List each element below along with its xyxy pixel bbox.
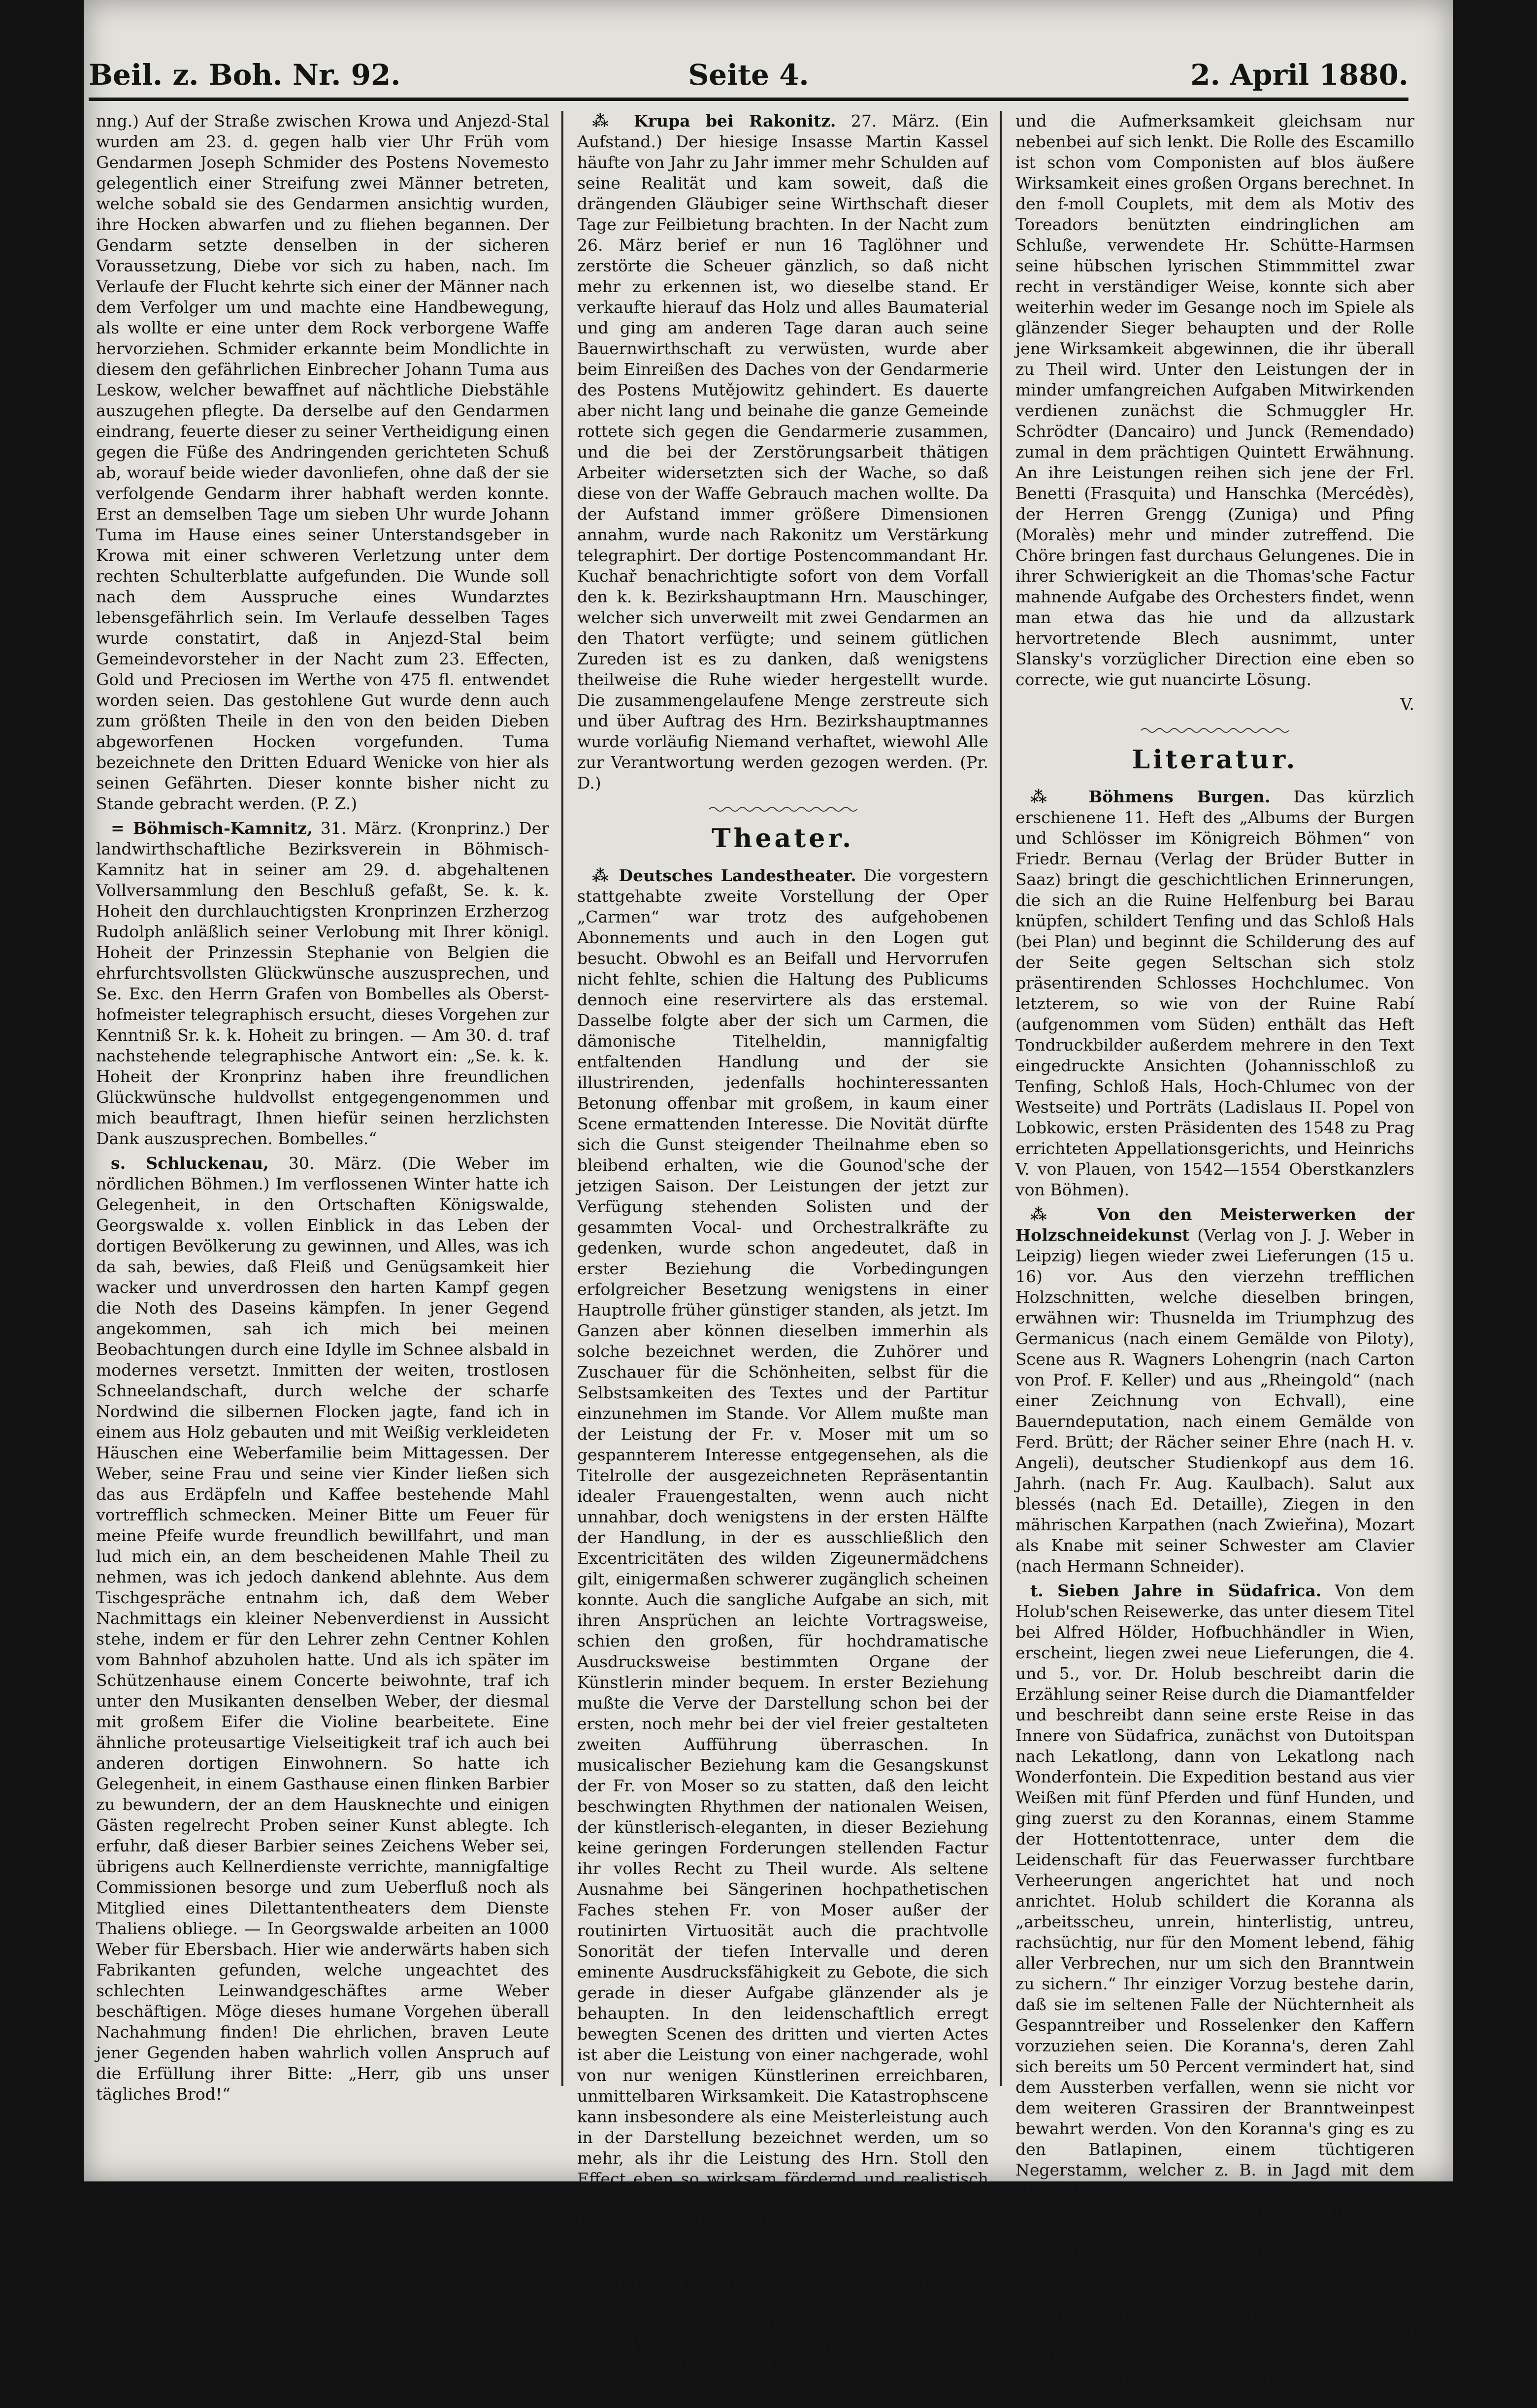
asterism-mark: ⁂ [1030,1205,1097,1224]
article-burgen-text: Das kürzlich erschienene 11. Heft des „Albums der Burgen und Schlösser im Königreich Böhmen“ von Friedr. Bernau (Verlag der Brüder Butter in Saaz) bringt die geschichtlichen Erinnerungen, die sich an die Ruine Helfenburg bei Barau knüpfen, schildert Tenfing und das Schloß Hals (bei Plan) und beginnt die Schilderung des auf der Seite gegen Seltschan sich stolz präsentirenden Schlosses Hochchlumec. Von letzterem, so wie von der Ruine Rabí (aufgenommen vom Süden) enthält das Heft Tondruckbilder außerdem mehrere in den Text eingedruckte Ansichten (Johannisschloß zu Tenfing, Schloß Hals, Hoch-Chlumec von der Westseite) und Porträts (Ladislaus II. Popel von Lobkowic, ersten Präsidenten des 1548 zu Prag errichteten Appellationsgerichts, und Heinrichs V. von Plauen, von 1542—1554 Oberstkanzlers von Böhmen). [1015,787,1414,1199]
header-date: 2. April 1880. [1190,58,1408,92]
dateline-krupa: Krupa bei Rakonitz. [634,111,836,131]
article-landestheater-text: Die vorgestern stattgehabte zweite Vorstellung der Oper „Carmen“ war trotz des aufgehobenen Abonnements und auch in den Logen gut besucht. Obwohl es an Beifall und Hervorrufen nicht fehlte, schien die Haltung des Publicums dennoch eine reservirtere als das erstemal. Dasselbe folgte aber der sich um Carmen, die dämonische Titelheldin, mannigfaltig entfaltenden Handlung und der sie illustrirenden, jedenfalls hochinteressanten Betonung offenbar mit großem, in kaum einer Scene ermattenden Interesse. Die Novität dürfte sich die Gunst steigender Theilnahme eben so bleibend erhalten, wie die Gounod'sche der jetzigen Saison. Der Leistungen der jetzt zur Verfügung stehenden Solisten und der gesammten Vocal- und Orchestralkräfte zu gedenken, wurde schon angedeutet, daß in erster Beziehung die Vorbedingungen erfolgreicher Besetzung wenigstens in einer Hauptrolle früher günstiger standen, als jetzt. Im Ganzen aber können dieselben immerhin als solche bezeichnet werden, die Zuhörer und Zuschauer für die Schönheiten, selbst für die Selbstsamkeiten des Textes und der Partitur einzunehmen im Stande. Vor Allem mußte man der Leistung der Fr. v. Moser mit um so gespannterem Interesse entgegensehen, als die Titelrolle der ausgezeichneten Repräsentantin idealer Frauengestalten, wenn auch nicht unnahbar, doch wenigstens in der ersten Hälfte der Handlung, in der es ausschließlich den Excentricitäten des wilden Zigeunermädchens gilt, einigermaßen schwerer zugänglich scheinen konnte. Auch die sangliche Aufgabe an sich, mit ihren Ansprüchen an leichte Vortragsweise, schien den großen, für hochdramatische Ausdrucksweise bestimmten Organe der Künstlerin minder bequem. In erster Beziehung mußte die Verve der Darstellung schon bei der ersten, noch mehr bei der viel freier gestalteten zweiten Aufführung überraschen. In musicalischer Beziehung kam die Gesangskunst der Fr. von Moser so zu statten, daß den leicht beschwingten Rhythmen der nationalen Weisen, der künstlerisch-eleganten, in dieser Beziehung keine geringen Forderungen stellenden Factur ihr volles Recht zu Theil wurde. Als seltene Ausnahme bei Sängerinen hochpathetischen Faches stehen Fr. von Moser außer der routinirten Virtuosität auch die prachtvolle Sonorität der tiefen Intervalle und deren eminente Ausdrucksfähigkeit zu Gebote, die sich gerade in dieser Aufgabe glänzender als je behaupten. In den leidenschaftlich erregt bewegten Scenen des dritten und vierten Actes ist aber die Leistung von einer nachgerade, wohl von nur wenigen Künstlerinen erreichbaren, unmittelbaren Wirksamkeit. Die Katastrophscene kann insbesondere als eine Meisterleistung auch in der Darstellung bezeichnet werden, um so mehr, als ihr die Leistung des Hrn. Stoll den Effect eben so wirksam fördernd und realistisch wahr zur Seite stellt. Nicht minder Günstiges läßt sich von Frl. Lehmann als Micaëla melden. Die Gestaltung des Charakters, der sangliche Theil stehen auf gewohnter Höhe dieser vorzüglichen Operistin. Für dieselbe spricht der ihr zu Theil gewordene Beifall um so mehr, als das Erscheinen des schlichten Landmädchens als gutes Princips, in seinen Hauptscenen ganz und gar unvermittelt erfolgt [577,866,988,2375]
section-divider [709,804,857,814]
dateline-kamnitz: Böhmisch-Kamnitz, [132,819,313,838]
article-schluckenau-text: 30. März. (Die Weber im nördlichen Böhmen.) Im verflossenen Winter hatte ich Gelegenheit, in den Ortschaften Königswalde, Georgswalde x. vollen Einblick in das Leben der dortigen Bevölkerung zu gewinnen, und Alles, was ich da sah, bewies, daß Fleiß und Genügsamkeit hier wacker und unverdrossen den harten Kampf gegen die Noth des Daseins kämpfen. In jener Gegend angekommen, sah ich mich bei meinen Beobachtungen durch eine Idylle im Schnee alsbald in modernes versetzt. Inmitten der weiten, trostlosen Schneelandschaft, durch welche der scharfe Nordwind die silbernen Flocken jagte, fand ich in einem aus Holz gebauten und mit Weißig verkleideten Häuschen eine Weberfamilie beim Mittagessen. Der Weber, seine Frau und seine vier Kinder ließen sich das aus Erdäpfeln und Kaffee bestehende Mahl vortrefflich schmecken. Meiner Bitte um Feuer für meine Pfeife wurde freundlich bewillfahrt, und man lud mich ein, an dem bescheidenen Mahle Theil zu nehmen, was ich jedoch dankend ablehnte. Aus dem Tischgespräche entnahm ich, daß dem Weber Nachmittags ein kleiner Nebenverdienst in Aussicht stehe, indem er für den Lehrer zehn Centner Kohlen vom Bahnhof abzuholen hatte. Und als ich später im Schützenhause einem Concerte beiwohnte, traf ich unter den Musikanten denselben Weber, der diesmal mit großem Eifer die Violine bearbeitete. Eine ähnliche proteusartige Vielseitigkeit traf ich auch bei anderen dortigen Einwohnern. So hatte ich Gelegenheit, in einem Gasthause einen flinken Barbier zu bewundern, der an dem Hausknechte und einigen Gästen regelrecht Proben seiner Kunst ablegte. Ich erfuhr, daß dieser Barbier seines Zeichens Weber sei, übrigens auch Kellnerdienste verrichte, mannigfaltige Commissionen besorge und zum Ueberfluß noch als Mitglied eines Dilettantentheaters dem Dienste Thaliens obliege. — In Georgswalde arbeiten an 1000 Weber für Ebersbach. Hier wie anderwärts haben sich Fabrikanten gefunden, welche ungeachtet des schlechten Leinwandgeschäftes arme Weber beschäftigen. Möge dieses humane Vorgehen überall Nachahmung finden! Die ehrlichen, braven Leute jener Gegenden haben wahrlich vollen Anspruch auf die Erfüllung ihrer Bitte: „Herr, gib uns unser tägliches Brod!“ [96,1154,549,2104]
article-landestheater [577,865,988,2375]
article-kamnitz-text: 31. März. (Kronprinz.) Der landwirthschaftliche Bezirksverein in Böhmisch-Kamnitz hat in seiner am 29. d. abgehaltenen Vollversammlung den Beschluß gefaßt, Se. k. k. Hoheit den durchlauchtigsten Kronprinzen Erzherzog Rudolph anläßlich seiner Verlobung mit Ihrer königl. Hoheit der Prinzessin Stephanie von Belgien die ehrfurchtsvollsten Glückwünsche auszusprechen, und Se. Exc. den Herrn Grafen von Bombelles als Oberst-hofmeister telegraphisch ersucht, dieses Vorgehen zur Kenntniß Sr. k. k. Hoheit zu bringen. — Am 30. d. traf nachstehende telegraphische Antwort ein: „Se. k. k. Hoheit der Kronprinz haben ihre freundlichen Glückwünsche huldvollst entgegengenommen und mich beauftragt, Ihnen hiefür seinen herzlichsten Dank auszusprechen. Bombelles.“ [96,819,549,1148]
column-right [1015,111,1414,2407]
article-theater-continued: und die Aufmerksamkeit gleichsam nur nebenbei auf sich lenkt. Die Rolle des Escamillo ist schon vom Componisten auf blos äußere Wirksamkeit eines großen Organs berechnet. In den f-moll Couplets, mit dem als Motiv des Toreadors benützten eindringlichen am Schluße, verwendete Hr. Schütte-Harmsen seine hübschen lyrischen Stimmmittel zwar recht in verständiger Weise, konnte sich aber weiterhin weder im Gesange noch im Spiele als glänzender Sieger behaupten und der Rolle jene Wirksamkeit abgewinnen, die ihr überall zu Theil wird. Unter den Leistungen der in minder umfangreichen Aufgaben Mitwirkenden verdienen zunächst die Schmuggler Hr. Schrödter (Dancairo) und Junck (Remendado) zumal in dem prächtigen Quintett Erwähnung. An ihre Leistungen reihen sich jene der Frl. Benetti (Frasquita) und Hanschka (Mercédès), der Herren Grengg (Zuniga) und Pfing (Moralès) mehr und minder zutreffend. Die Chöre bringen fast durchaus Gelungenes. Die in ihrer Schwierigkeit an die Thomas'sche Factur mahnende Aufgabe des Orchesters findet, wenn man etwa das hie und da allzustark hervortretende Blech ausnimmt, unter Slansky's vorzüglicher Direction eine eben so correcte, wie gut nuancirte Lösung. [1015,111,1414,689]
article-krupa [577,111,988,793]
header-issue: Beil. z. Boh. Nr. 92. [89,58,401,92]
column-rule [561,111,563,2086]
dateline-suedafrica: t. Sieben Jahre in Südafrica. [1030,1581,1322,1600]
section-title-theater: Theater. [711,824,854,854]
article-schluckenau [96,1153,549,2105]
page-header [89,57,1408,94]
dateline-holzschneidekunst: Von den Meisterwerken der Holzschneidekunst [1015,1205,1414,1245]
asterism-mark: ⁂ [592,866,619,885]
section-title-literatur: Literatur. [1132,745,1298,775]
asterism-mark: ⁂ [1030,787,1089,806]
asterism-mark: ⁂ [592,111,634,131]
article-suedafrica-text: Von dem Holub'schen Reisewerke, das unter diesem Titel bei Alfred Hölder, Hofbuchhändler in Wien, erscheint, liegen zwei neue Lieferungen, die 4. und 5., vor. Dr. Holub beschreibt darin die Erzählung seiner Reise durch die Diamantfelder und beschreibt dann seine erste Reise in das Innere von Südafrica, zunächst von Dutoitspan nach Lekatlong, dann von Lekatlong nach Wonderfontein. Die Expedition bestand aus vier Weißen mit fünf Pferden und fünf Hunden, und ging zuerst zu den Korannas, einem Stamme der Hottentottenrace, unter dem die Leidenschaft für das Feuerwasser furchtbare Verheerungen angerichtet hat und noch anrichtet. Holub schildert die Koranna als „arbeitsscheu, unrein, hinterlistig, untreu, rachsüchtig, nur für den Moment lebend, fähig aller Verbrechen, nur um sich den Branntwein zu sichern.“ Ihr einziger Vorzug bestehe darin, daß sie im seltenen Falle der Nüchternheit als Gespanntreiber und Rosselenker den Kaffern vorzuziehen seien. Die Koranna's, deren Zahl sich bereits um 50 Percent vermindert hat, sind dem Aussterben verfallen, wenn sie nicht vor dem weiteren Grassiren der Branntweinpest bewahrt werden. Von den Koranna's ging es zu den Batlapinen, einem tüchtigeren Negerstamm, welcher z. B. in Jagd mit dem „Kiri“ d. h. einem in eine Kugel auslaufenden Stock, der nach dem Thiere geworfen wird, Ausgezeichnetes leistet. Mehre der Reiseabenteuer, die Holub hier bestand, seine Gefahr, im Schlamme des Vaal-River zu versinken u. s. w. sind aus seinen Vorträgen bekannt. Interessant sind die vielfach eingeflochtenen Skizzen aus dem Thier- und Jagdleben, welche die Jagd auf Paviane, Hyänen, Schlangen, Gazellen u. s. f. lebhaft schildern. [1015,1581,1414,2407]
article-burgen [1015,787,1414,1200]
column-middle [577,111,988,2375]
column-left [96,111,549,2104]
article-holzschneidekunst-text: (Verlag von J. J. Weber in Leipzig) liegen wieder zwei Lieferungen (15 u. 16) vor. Aus den vierzehn trefflichen Holzschnitten, welche dieselben bringen, erwähnen wir: Thusnelda im Triumphzug des Germanicus (nach einem Gemälde von Piloty), Scene aus R. Wagners Lohengrin (nach Carton von Prof. F. Keller) und aus „Rheingold“ (nach einer Zeichnung von Echvall), eine Bauerndeputation, nach einem Gemälde von Ferd. Brütt; der Rächer seiner Ehre (nach H. v. Angeli), deutscher Studienkopf aus dem 16. Jahrh. (nach Fr. Aug. Kaulbach). Salut aux blessés (nach Ed. Detaille), Ziegen in den mährischen Karpathen (nach Zwieřina), Mozart als Knabe mit seiner Schwester am Clavier (nach Hermann Schneider). [1015,1225,1414,1576]
dateline-burgen: Böhmens Burgen. [1088,787,1271,806]
dateline-landestheater: Deutsches Landestheater. [619,866,856,885]
header-page-number: Seite 4. [688,58,809,92]
dateline-schluckenau: s. Schluckenau, [111,1154,269,1173]
column-rule [1000,111,1002,2086]
article-suedafrica [1015,1581,1414,2408]
section-divider [1141,726,1289,735]
article-krupa-text: 27. März. (Ein Aufstand.) Der hiesige Insasse Martin Kassel häufte von Jahr zu Jahr immer mehr Schulden auf seine Realität und kam soweit, daß die drängenden Gläubiger seine Wirthschaft dieser Tage zur Feilbietung brachten. In der Nacht zum 26. März berief er nun 16 Taglöhner und zerstörte die Scheuer gänzlich, so daß nicht mehr zu erkennen ist, wo dieselbe stand. Er verkaufte hierauf das Holz und alles Baumaterial und ging am anderen Tage daran auch seine Bauernwirthschaft zu verwüsten, wurde aber beim Einreißen des Daches von der Gendarmerie des Postens Mutějowitz gehindert. Es dauerte aber nicht lang und beinahe die ganze Gemeinde rottete sich gegen die Gendarmerie zusammen, und die bei der Zerstörungsarbeit thätigen Arbeiter widersetzten sich der Wache, so daß diese von der Waffe Gebrauch machen wollte. Da der Aufstand immer größere Dimensionen annahm, wurde nach Rakonitz um Verstärkung telegraphirt. Der dortige Postencommandant Hr. Kuchař benachrichtigte sofort von dem Vorfall den k. k. Bezirkshauptmann Hrn. Mauschinger, welcher sich unverweilt mit zwei Gendarmen an den Thatort verfügte; und seinem gütlichen Zureden ist es zu danken, daß wenigstens theilweise die Ruhe wieder hergestellt wurde. Die zusammengelaufene Menge zerstreute sich und über Auftrag des Hrn. Bezirkshauptmannes wurde vorläufig Niemand verhaftet, wiewohl Alle zur Verantwortung werden gezogen werden. (Pr. D.) [577,111,988,792]
article-holzschneidekunst [1015,1204,1414,1577]
header-rule [89,98,1408,101]
article-krowa: nng.) Auf der Straße zwischen Krowa und Anjezd-Stal wurden am 23. d. gegen halb vier Uhr Früh vom Gendarmen Joseph Schmider des Postens Novemesto gelegentlich einer Streifung zwei Männer betreten, welche sobald sie des Gendarmen ansichtig wurden, ihre Hocken abwarfen und zu fliehen begannen. Der Gendarm setzte denselben in der sicheren Voraussetzung, Diebe vor sich zu haben, nach. Im Verlaufe der Flucht kehrte sich einer der Männer nach dem Verfolger um und machte eine Handbewegung, als wollte er eine unter dem Rock verborgene Waffe hervorziehen. Schmider erkannte beim Mondlichte in diesem den gefährlichen Einbrecher Johann Tuma aus Leskow, welcher bewaffnet auf nächtliche Diebstähle auszugehen pflegte. Da derselbe auf den Gendarmen eindrang, feuerte dieser zu seiner Vertheidigung einen gegen die Füße des Andringenden gerichteten Schuß ab, worauf beide wieder davonliefen, ohne daß der sie verfolgende Gendarm ihrer habhaft werden konnte. Erst an demselben Tage um sieben Uhr wurde Johann Tuma im Hause eines seiner Unterstandsgeber in Krowa mit einer schweren Verletzung unter dem rechten Schulterblatte aufgefunden. Die Wunde soll nach dem Ausspruche eines Wundarztes lebensgefährlich sein. Im Verlaufe desselben Tages wurde constatirt, daß in Anjezd-Stal beim Gemeindevorsteher in der Nacht zum 23. Effecten, Gold und Preciosen im Werthe von 475 fl. entwendet worden seien. Das gestohlene Gut wurde denn auch zum größten Theile in den von den beiden Dieben abgeworfenen Hocken vorgefunden. Tuma bezeichnete den Dritten Eduard Wenicke von hier als seinen Gefährten. Dieser konnte bisher nicht zu Stande gebracht werden. (P. Z.) [96,111,549,813]
article-signature: V. [1400,694,1414,714]
article-kamnitz [96,818,549,1149]
dash-mark: = [111,819,133,838]
